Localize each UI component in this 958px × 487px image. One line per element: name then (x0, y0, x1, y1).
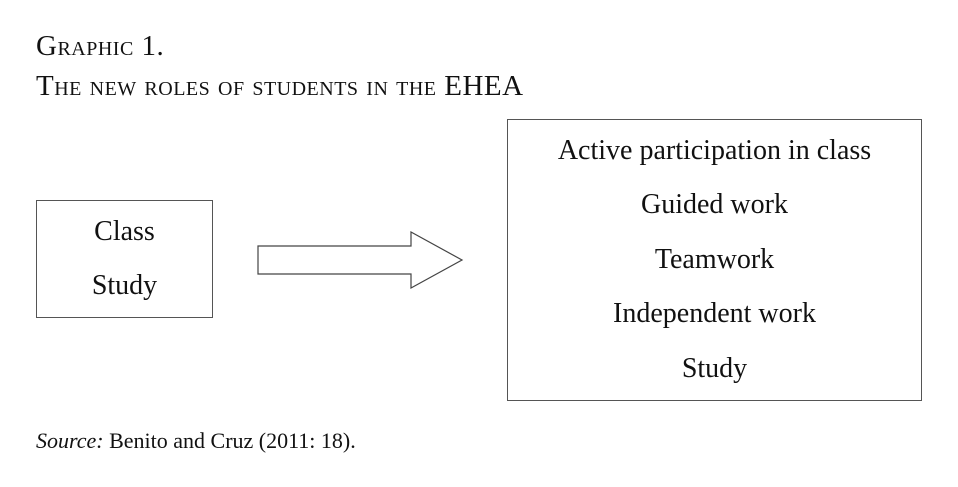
left-box-item-study: Study (91, 270, 158, 301)
right-box-item-study: Study (681, 353, 748, 384)
left-box-item-class: Class (94, 216, 155, 247)
figure-label: Graphic 1. (36, 30, 165, 62)
source-note (36, 428, 356, 454)
figure-title: The new roles of students in the EHEA (36, 70, 524, 102)
right-box-item-teamwork: Teamwork (654, 244, 775, 275)
source-label: Source: (36, 428, 104, 453)
right-box-item-active-participation: Active participation in class (557, 135, 872, 166)
transition-arrow-icon (255, 230, 465, 290)
right-box-item-independent-work: Independent work (613, 298, 816, 329)
new-roles-box (507, 119, 922, 401)
right-box-item-guided-work: Guided work (641, 189, 788, 220)
source-citation: Benito and Cruz (2011: 18). (109, 428, 356, 453)
traditional-roles-box (36, 200, 213, 318)
